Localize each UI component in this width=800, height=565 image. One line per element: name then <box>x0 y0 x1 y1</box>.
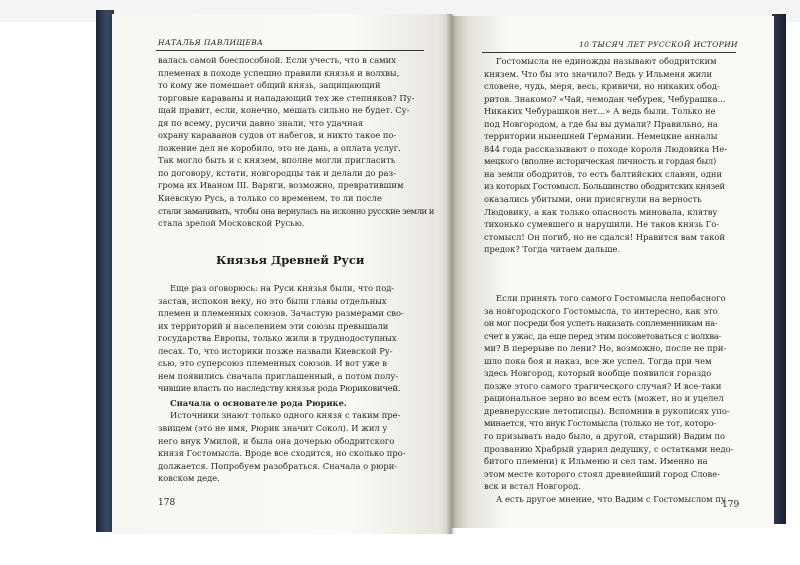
text-line: Людовику, а как только опасность миновала, клятву <box>484 206 718 217</box>
text-line: Никаких Чебурашков нет...» А ведь были. Только не <box>484 106 716 117</box>
text-line: звищем (это не имя, Рюрик значит Сокол). И жил у <box>158 423 388 434</box>
text-line: А есть другое мнение, что Вадим с Гостомыслом пу <box>496 493 726 504</box>
text-line: тихонько сумевшего и нарушили. Не таков князь Го- <box>484 219 720 230</box>
text-line: вск и встал Новгород. <box>484 481 581 492</box>
left-paragraph-1 <box>158 54 434 230</box>
text-line: позже этого самого трагического случая? И все-таки <box>484 380 722 391</box>
text-line: Киевскую Русь, а только со временем, то ли после <box>158 193 382 204</box>
left-header-rule <box>156 50 424 51</box>
text-line: го призывать надо было, а другой, старший) Вадим по <box>484 431 726 442</box>
text-line: под Новгородом, а где бы вы думали? Правильно, на <box>484 118 718 129</box>
text-line: за новгородского Гостомысла, то интересно, как это <box>484 305 718 316</box>
text-line: князя Гостомысла. Вроде все сходится, но сколько про- <box>158 448 406 459</box>
text-line: грома их Иваном III. Варяги, возможно, превратившим <box>158 180 404 191</box>
right-header-rule <box>482 52 736 53</box>
left-running-head: НАТАЛЬЯ ПАВЛИЩЕВА <box>158 38 264 47</box>
text-line: шло пока боя и наказ, все же успел. Тогда при чем <box>484 355 712 366</box>
text-line: то кому же помешает общий князь, защищающий <box>158 80 381 91</box>
left-paragraph-2 <box>158 282 428 485</box>
text-line: него внук Умилой, и была она дочерью ободритского <box>158 435 395 446</box>
text-line: застав, испокон веку, но это были главы отдельных <box>158 295 387 306</box>
text-line: их территорий и населением эти союзы превышали <box>158 320 389 331</box>
text-line: племенах в походе успешно правили князья и волхвы, <box>158 67 400 78</box>
text-line: прозванию Храбрый ударил дедушку, с остатками недо- <box>484 443 734 454</box>
text-line: счет в ужас, да еще перед этим посоветоваться с волхва- <box>484 330 721 341</box>
book-cover-right-edge <box>772 14 786 524</box>
text-line: на земли ободритов, то есть балтийских славян, одни <box>484 168 723 179</box>
text-line: мецкого (вполне историческая личность и гордая был) <box>484 156 716 167</box>
text-line: предок? Тогда читаем дальше. <box>484 244 621 255</box>
text-line: оказались убитыми, они присягнули на верность <box>484 194 702 205</box>
text-line: должается. Попробуем разобраться. Сначала о рюри- <box>158 460 398 471</box>
text-line: князем. Что бы это значило? Ведь у Ильменя жили <box>484 68 713 79</box>
text-line: племен и племенных союзов. Зачастую размерами сво- <box>158 308 404 319</box>
text-line: Если принять того самого Гостомысла непобасного <box>496 293 726 303</box>
text-line: ковском деде. <box>158 473 220 484</box>
text-line: словене, чудь, меря, весь, кривичи, но никаких обод- <box>484 81 720 92</box>
right-page-number: 179 <box>722 500 740 510</box>
text-line: Источники знают только одного князя с таким пре- <box>170 410 401 421</box>
text-line: ритов. Знакомо? «Чай, чемодан чебурек, Чебурашка... <box>484 93 726 104</box>
text-line: минается, что внук Гостомысла (только не тот, которо- <box>484 418 716 429</box>
chapter-heading: Князья Древней Руси <box>216 253 365 267</box>
text-line: из которых Гостомысл. Большинство ободритских князей <box>484 181 725 192</box>
text-line: здесь Новгород, который вообще появился гораздо <box>484 368 712 379</box>
text-line: торговые караваны и нападающий тех же степняков? Пу- <box>158 92 415 103</box>
text-line: щай правит, если, конечно, мешать сильно не будет. Су- <box>158 105 410 116</box>
text-line: он мог посреди боя успеть наказать соплеменникам на- <box>484 318 718 329</box>
text-line: Так могло быть и с князем, вполне могли пригласить <box>158 155 396 166</box>
text-line: нем появились сначала приглашенный, а потом полу- <box>158 370 399 381</box>
text-line: битого племени) к Ильменю и сел там. Именно на <box>484 456 708 467</box>
text-line: государства Европы, только жили в труднодоступных <box>158 333 397 344</box>
text-line: рациональное зерно во всем есть (может, но и уцелел <box>484 393 724 404</box>
text-line: древнерусские летописцы). Вспомнив в рукописях упо- <box>484 405 730 416</box>
text-line: валась самой боеспособной. Если учесть, что в самих <box>158 55 396 65</box>
text-line: этом месте которого стоял древнейший город Слове- <box>484 468 720 479</box>
text-line: по договору, кстати, новгородцы так и делали до раз- <box>158 167 396 178</box>
left-page <box>112 14 452 534</box>
text-line: Еще раз оговорюсь: на Руси князья были, что под- <box>170 283 395 293</box>
book-gutter <box>446 14 456 534</box>
text-line: сью, это суперсоюз племенных союзов. И вот уже в <box>158 358 388 369</box>
text-line: чившие власть по наследству князья рода Рюриковичей. <box>158 383 401 394</box>
right-paragraph-2 <box>484 292 740 505</box>
text-line: Сначала о основателе рода Рюрике. <box>170 397 347 408</box>
text-line: стала зрелой Московской Русью. <box>158 218 305 229</box>
right-running-head: 10 ТЫСЯЧ ЛЕТ РУССКОЙ ИСТОРИИ <box>579 40 738 49</box>
right-paragraph-1 <box>484 55 740 256</box>
text-line: 844 года рассказывают о походе короля Людовика Не- <box>484 143 728 154</box>
right-page <box>452 16 774 528</box>
text-line: стомысл! Он погиб, но не сдался! Нравится вам такой <box>484 231 725 242</box>
text-line: ми? В перерыве по лени? Но, возможно, после не при- <box>484 343 727 354</box>
text-line: лесах. То, что историки позже назвали Киевской Ру- <box>158 345 393 356</box>
text-line: стали заманивать, чтобы она вернулась на исконно русские земли и <box>158 205 434 216</box>
text-line: территории нынешней Германии. Немецкие анналы <box>484 131 718 142</box>
text-line: дя по всему, русичи давно знали, что удачная <box>158 117 363 128</box>
text-line: ложение дел не коробило, это не дань, а оплата услуг. <box>158 142 401 153</box>
left-page-number: 178 <box>158 498 176 508</box>
text-line: охрану караванов судов от набегов, и никто такое по- <box>158 130 397 141</box>
text-line: Гостомысла не единожды называют ободритским <box>496 56 717 66</box>
